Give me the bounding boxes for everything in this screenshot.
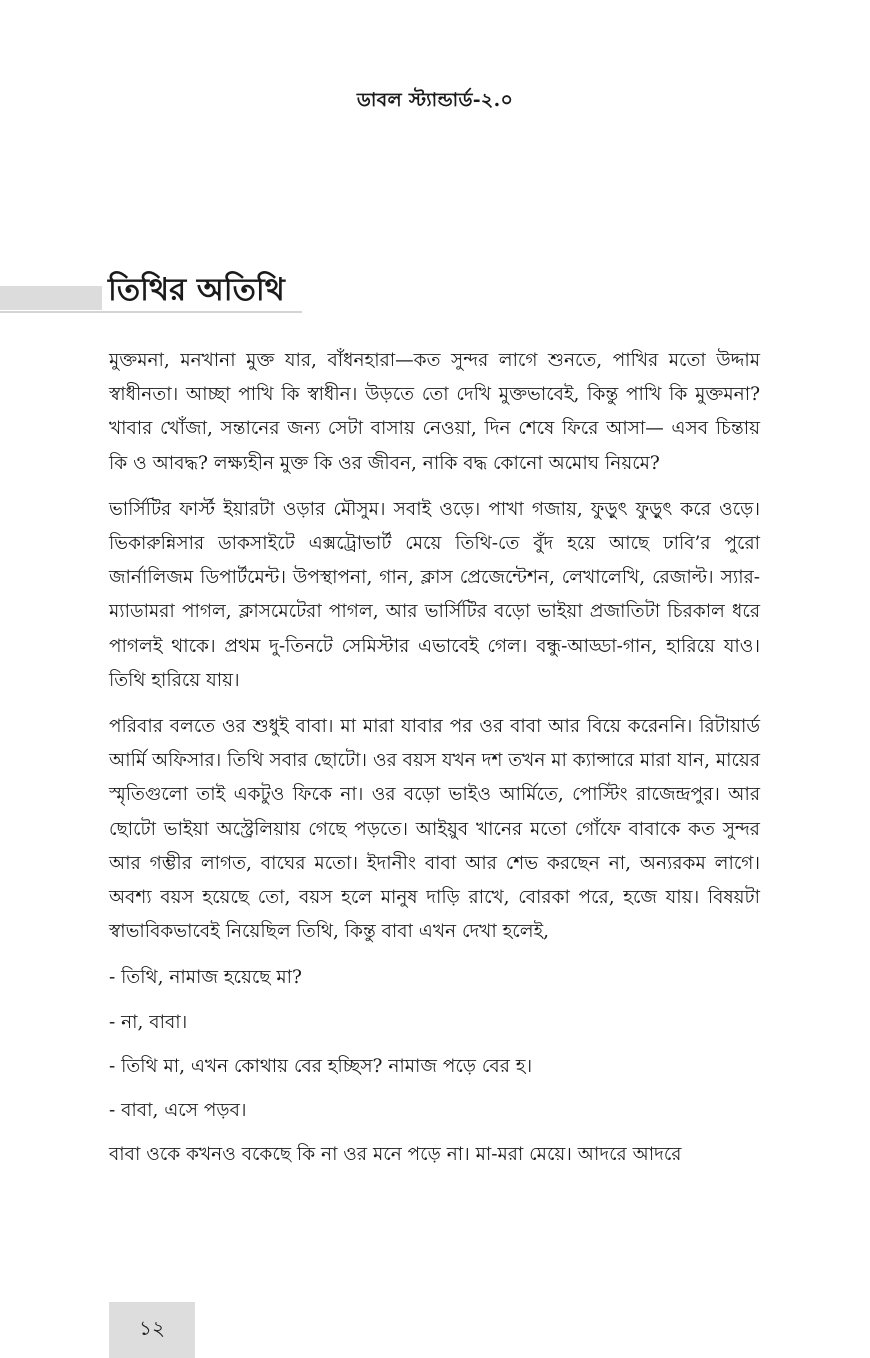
- page-number: ১২: [139, 1315, 165, 1340]
- page-number-box: [109, 1302, 195, 1358]
- running-header: ডাবল স্ট্যান্ডার্ড-২.০: [356, 89, 514, 111]
- paragraph: পরিবার বলতে ওর শুধুই বাবা। মা মারা যাবার পর ওর বাবা আর বিয়ে করেননি। রিটায়ার্ড আর্মি অফিসার। তিথি সবার ছোটো। ওর বয়স যখন দশ তখন মা ক্যান্সারে মারা যান, মায়ের স্মৃতিগুলো তাই একটুও ফিকে না। ওর বড়ো ভাইও আর্মিতে, পোস্টিং রাজেন্দ্রপুর। আর ছোটো ভাইয়া অস্ট্রেলিয়ায় গেছে পড়তে। আইয়ুব খানের মতো গোঁফে বাবাকে কত সুন্দর আর গম্ভীর লাগত, বাঘের মতো। ইদানীং বাবা আর শেভ করছেন না, অন্যরকম লাগে। অবশ্য বয়স হয়েছে তো, বয়স হলে মানুষ দাড়ি রাখে, বোরকা পরে, হজে যায়। বিষয়টা স্বাভাবিকভাবেই নিয়েছিল তিথি, কিন্তু বাবা এখন দেখা হলেই,: [109, 716, 760, 943]
- paragraph: বাবা ওকে কখনও বকেছে কি না ওর মনে পড়ে না। মা-মরা মেয়ে। আদরে আদরে: [109, 1144, 682, 1166]
- dialogue-line: - তিথি মা, এখন কোথায় বের হচ্ছিস? নামাজ পড়ে বের হ।: [109, 1055, 533, 1077]
- chapter-title: তিথির অতিথি: [108, 272, 285, 308]
- dialogue-line: - না, বাবা।: [109, 1011, 188, 1033]
- dialogue-line: - বাবা, এসে পড়ব।: [109, 1100, 247, 1122]
- chapter-title-bar: [0, 286, 102, 310]
- paragraph: মুক্তমনা, মনখানা মুক্ত যার, বাঁধনহারা—কত সুন্দর লাগে শুনতে, পাখির মতো উদ্দাম স্বাধীনতা। আচ্ছা পাখি কি স্বাধীন। উড়তে তো দেখি মুক্তভাবেই, কিন্তু পাখি কি মুক্তমনা? খাবার খোঁজা, সন্তানের জন্য সেটা বাসায় নেওয়া, দিন শেষে ফিরে আসা— এসব চিন্তায় কি ও আবদ্ধ? লক্ষ্যহীন মুক্ত কি ওর জীবন, নাকি বদ্ধ কোনো অমোঘ নিয়মে?: [109, 350, 760, 474]
- dialogue-line: - তিথি, নামাজ হয়েছে মা?: [109, 967, 302, 989]
- chapter-body: [109, 344, 760, 1184]
- paragraph: ভার্সিটির ফার্স্ট ইয়ারটা ওড়ার মৌসুম। সবাই ওড়ে। পাখা গজায়, ফুড়ুৎ ফুড়ুৎ করে ওড়ে। ভিকারুন্নিসার ডাকসাইটে এক্সট্রোভার্ট মেয়ে তিথি-তে বুঁদ হয়ে আছে ঢাবি’র পুরো জার্নালিজম ডিপার্টমেন্ট। উপস্থাপনা, গান, ক্লাস প্রেজেন্টেশন, লেখালেখি, রেজাল্ট। স্যার-ম্যাডামরা পাগল, ক্লাসমেটেরা পাগল, আর ভার্সিটির বড়ো ভাইয়া প্রজাতিটা চিরকাল ধরে পাগলই থাকে। প্রথম দু-তিনটে সেমিস্টার এভাবেই গেল। বন্ধু-আড্ডা-গান, হারিয়ে যাও। তিথি হারিয়ে যায়।: [109, 498, 760, 691]
